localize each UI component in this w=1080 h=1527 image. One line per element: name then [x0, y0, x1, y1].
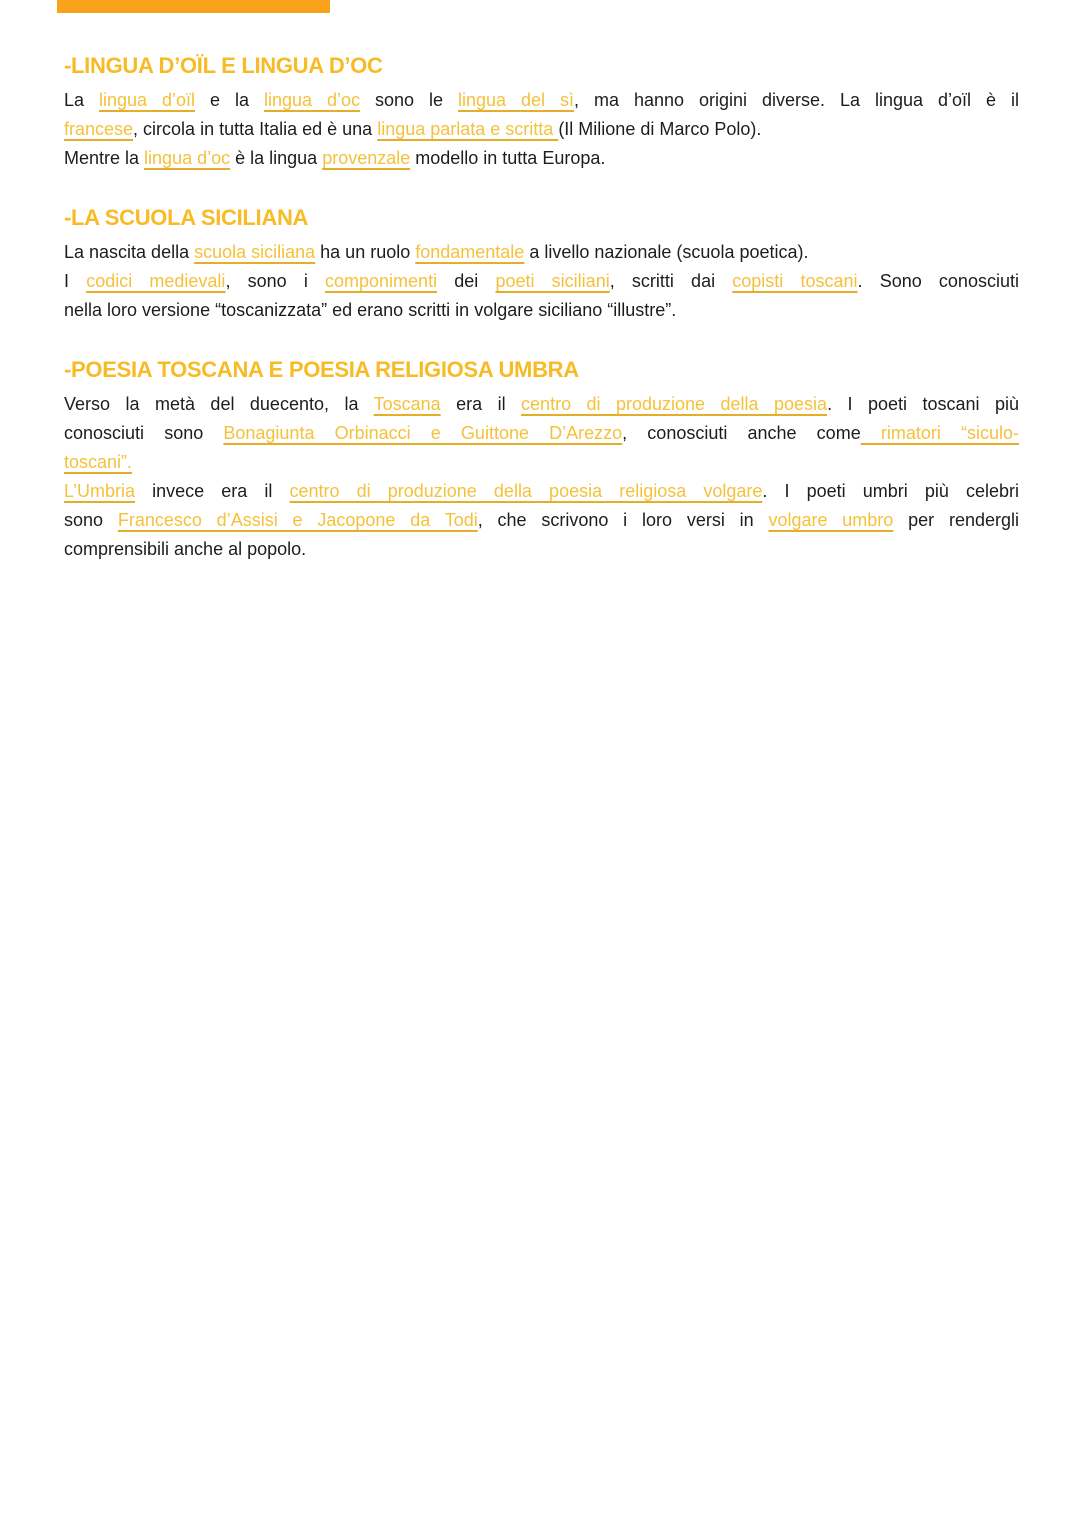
body-text: , sono i: [225, 271, 326, 291]
text-line: [64, 144, 1019, 173]
body-text: invece era il: [135, 481, 290, 501]
body-text: . I poeti umbri più celebri: [762, 481, 1019, 501]
highlighted-term: fondamentale: [415, 242, 525, 262]
body-text: La nascita della: [64, 242, 195, 262]
text-line: [64, 477, 1019, 506]
body-text: Mentre la: [64, 148, 145, 168]
text-line: [64, 296, 1019, 325]
highlighted-term: rimatori “siculo-: [860, 423, 1020, 443]
body-text: sono le: [360, 90, 459, 110]
note-section: [64, 204, 1019, 325]
highlighted-term: codici medievali: [86, 271, 226, 291]
body-text: La: [64, 90, 99, 110]
text-line: [64, 535, 1019, 564]
text-line: [64, 238, 1019, 267]
body-text: comprensibili anche al popolo.: [64, 539, 307, 559]
section-body: [64, 86, 1019, 173]
body-text: nella loro versione “toscanizzata” ed erano scritti in volgare siciliano “illustre”.: [64, 300, 677, 320]
section-heading: -LINGUA D’OÏL E LINGUA D’OC: [64, 53, 383, 78]
section-heading: -LA SCUOLA SICILIANA: [64, 205, 309, 230]
document-content: [64, 0, 1019, 564]
highlighted-term: scuola siciliana: [194, 242, 316, 262]
body-text: (Il Milione di Marco Polo).: [558, 119, 762, 139]
highlighted-term: Bonagiunta Orbinacci e Guittone D’Arezzo: [223, 423, 623, 443]
section-body: [64, 238, 1019, 325]
body-text: , ma hanno origini diverse. La lingua d’oïl è il: [574, 90, 1020, 110]
body-text: , che scrivono i loro versi in: [477, 510, 769, 530]
section-body: [64, 390, 1019, 564]
text-line: [64, 267, 1019, 296]
text-line: [64, 390, 1019, 419]
highlighted-term: L’Umbria: [64, 481, 136, 501]
body-text: Verso la metà del duecento, la: [64, 394, 374, 414]
highlighted-term: volgare umbro: [768, 510, 894, 530]
text-line: [64, 448, 1019, 477]
highlighted-term: centro di produzione della poesia: [521, 394, 828, 414]
body-text: , scritti dai: [609, 271, 733, 291]
section-heading: -POESIA TOSCANA E POESIA RELIGIOSA UMBRA: [64, 357, 579, 382]
note-section: [64, 52, 1019, 173]
highlighted-term: lingua d’oc: [144, 148, 231, 168]
highlighted-term: copisti toscani: [732, 271, 858, 291]
body-text: . I poeti toscani più: [827, 394, 1020, 414]
body-text: . Sono conosciuti: [857, 271, 1019, 291]
body-text: era il: [440, 394, 522, 414]
highlighted-term: lingua d’oc: [264, 90, 361, 110]
body-text: a livello nazionale (scuola poetica).: [524, 242, 809, 262]
body-text: conosciuti sono: [64, 423, 224, 443]
highlighted-term: toscani”.: [64, 452, 133, 472]
highlighted-term: lingua parlata e scritta: [377, 119, 559, 139]
body-text: e la: [195, 90, 264, 110]
body-text: è la lingua: [230, 148, 323, 168]
body-text: ha un ruolo: [315, 242, 416, 262]
highlighted-term: componimenti: [325, 271, 438, 291]
highlighted-term: Toscana: [373, 394, 441, 414]
body-text: , conosciuti anche come: [622, 423, 861, 443]
highlighted-term: poeti siciliani: [495, 271, 610, 291]
text-line: [64, 115, 1019, 144]
highlighted-term: lingua d’oïl: [99, 90, 196, 110]
highlighted-term: francese: [64, 119, 134, 139]
note-section: [64, 356, 1019, 564]
body-text: modello in tutta Europa.: [410, 148, 606, 168]
highlighted-term: Francesco d’Assisi e Jacopone da Todi: [117, 510, 478, 530]
body-text: , circola in tutta Italia ed è una: [133, 119, 378, 139]
body-text: I: [64, 271, 87, 291]
body-text: dei: [437, 271, 496, 291]
body-text: sono: [64, 510, 118, 530]
highlighted-term: provenzale: [322, 148, 411, 168]
body-text: per rendergli: [893, 510, 1019, 530]
highlighted-term: centro di produzione della poesia religiosa volgare: [289, 481, 763, 501]
text-line: [64, 86, 1019, 115]
highlighted-term: lingua del sì: [458, 90, 575, 110]
text-line: [64, 419, 1019, 448]
text-line: [64, 506, 1019, 535]
